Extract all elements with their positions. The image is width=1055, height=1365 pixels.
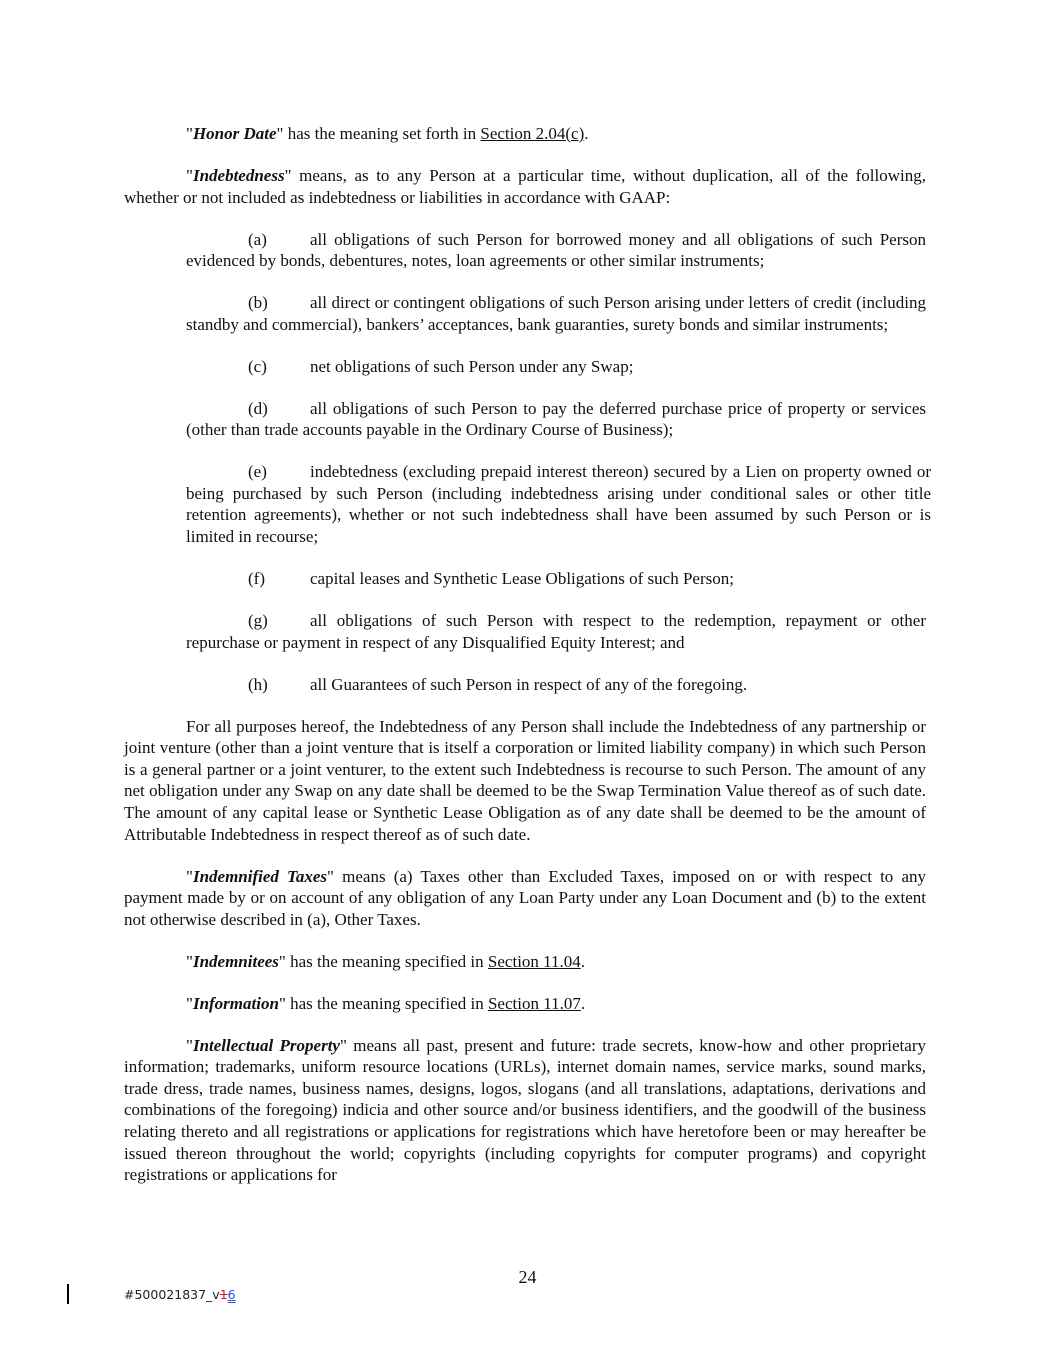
- page-number: 24: [518, 1267, 537, 1287]
- defined-term: Indemnitees: [192, 951, 279, 971]
- open-quote: ": [186, 866, 193, 886]
- defined-term: Indebtedness: [192, 165, 285, 185]
- item-label: (f): [248, 569, 265, 589]
- period: .: [584, 124, 589, 143]
- item-text: all obligations of such Person to pay the deferred purchase price of property or services (other than trade accounts payable in the Ordinary Course of Business);: [186, 398, 926, 440]
- doc-id-inserted-version: 6: [227, 1287, 236, 1302]
- list-item-a: [186, 229, 926, 272]
- item-label: (e): [248, 462, 267, 482]
- definition-information: [124, 993, 926, 1015]
- definition-indemnitees: [124, 951, 926, 973]
- close-quote: ": [284, 165, 292, 185]
- list-item-c: [186, 356, 926, 378]
- list-item-e: [186, 461, 931, 547]
- item-text: all obligations of such Person for borrowed money and all obligations of such Person evidenced by bonds, debentures, notes, loan agreements or other similar instruments;: [186, 229, 926, 271]
- list-item-d: [186, 398, 926, 441]
- item-text: indebtedness (excluding prepaid interest thereon) secured by a Lien on property owned or being purchased by such Person (including indebtedness arising under conditional sales or other title retention agreements), whether or not such indebtedness shall have been assumed by such Person or is limited in recourse;: [186, 462, 931, 547]
- item-text: all Guarantees of such Person in respect of any of the foregoing.: [310, 674, 748, 694]
- doc-id-prefix: #500021837_v: [124, 1287, 220, 1302]
- item-label: (d): [248, 398, 268, 418]
- list-item-f: [186, 568, 926, 590]
- open-quote: ": [186, 993, 193, 1013]
- definition-text: has the meaning specified in: [285, 993, 488, 1013]
- definition-intellectual-property: [124, 1035, 926, 1186]
- definition-indemnified-taxes: [124, 866, 926, 931]
- definition-honor-date: [124, 123, 926, 145]
- item-text: all direct or contingent obligations of such Person arising under letters of credit (including standby and commercial), bankers’ acceptances, bank guaranties, surety bonds and similar instruments;: [186, 293, 926, 334]
- close-quote: ": [339, 1035, 347, 1055]
- item-label: (h): [248, 674, 268, 694]
- close-quote: ": [327, 866, 334, 886]
- list-item-g: [186, 610, 926, 653]
- defined-term: Indemnified Taxes: [192, 866, 328, 886]
- open-quote: ": [186, 1035, 193, 1055]
- section-reference: Section 11.04: [487, 951, 581, 971]
- defined-term: Intellectual Property: [192, 1035, 340, 1055]
- period: .: [580, 993, 586, 1013]
- document-page-body: [124, 123, 931, 1206]
- list-item-b: [186, 292, 926, 335]
- open-quote: ": [186, 951, 193, 971]
- definition-indebtedness: [124, 165, 926, 208]
- indebtedness-general-paragraph: For all purposes hereof, the Indebtedness of any Person shall include the Indebtedness of any partnership or joint venture (other than a joint venture that is itself a corporation or limited liability company) in which such Person is a general partner or a joint venturer, to the extent such Indebtedness is recourse to such Person. The amount of any net obligation under any Swap on any date shall be deemed to be the Swap Termination Value thereof as of such date. The amount of any capital lease or Synthetic Lease Obligation as of any date shall be deemed to be the amount of Attributable Indebtedness in respect thereof as of such date.: [124, 716, 926, 844]
- open-quote: ": [186, 165, 193, 185]
- close-quote: ": [278, 993, 286, 1013]
- open-quote: ": [186, 124, 193, 143]
- item-label: (c): [248, 356, 267, 376]
- defined-term: Honor Date: [192, 124, 277, 143]
- close-quote: ": [276, 124, 284, 143]
- doc-id-deleted-version: 1: [219, 1287, 228, 1302]
- revision-change-bar: [67, 1284, 69, 1304]
- definition-text: has the meaning specified in: [285, 951, 488, 971]
- item-label: (b): [248, 293, 268, 313]
- item-text: capital leases and Synthetic Lease Obligations of such Person;: [310, 569, 734, 589]
- section-reference: Section 11.07: [487, 993, 581, 1013]
- definition-text: means (a) Taxes other than Excluded Taxes, imposed on or with respect to any payment made by or on account of any obligation of any Loan Party under any Loan Document and (b) to the extent not otherwise described in (a), Other Taxes.: [124, 866, 926, 929]
- section-reference: Section 2.04(c): [480, 124, 585, 143]
- list-item-h: [186, 674, 926, 696]
- item-text: all obligations of such Person with respect to the redemption, repayment or other repurchase or payment in respect of any Disqualified Equity Interest; and: [186, 611, 926, 652]
- item-label: (a): [248, 229, 267, 249]
- close-quote: ": [278, 951, 286, 971]
- definition-text: means all past, present and future: trade secrets, know-how and other proprietary information; trademarks, uniform resource locations (URLs), internet domain names, service marks, sound marks, trade dress, trade names, business names, designs, logos, slogans (and all translations, adaptations, derivations and combinations of the foregoing) indicia and other source and/or business identifiers, and the goodwill of the business relating thereto and all registrations or applications for registrations which have heretofore been or may hereafter be issued thereon throughout the world; copyrights (including copyrights for computer programs) and copyright registrations or applications for: [124, 1035, 926, 1185]
- item-label: (g): [248, 611, 268, 631]
- period: .: [580, 951, 586, 971]
- definition-text: means, as to any Person at a particular time, without duplication, all of the following, whether or not included as indebtedness or liabilities in accordance with GAAP:: [124, 165, 926, 207]
- defined-term: Information: [192, 993, 279, 1013]
- document-id: [124, 1287, 236, 1302]
- definition-text: has the meaning set forth in: [283, 124, 481, 143]
- item-text: net obligations of such Person under any Swap;: [310, 356, 634, 376]
